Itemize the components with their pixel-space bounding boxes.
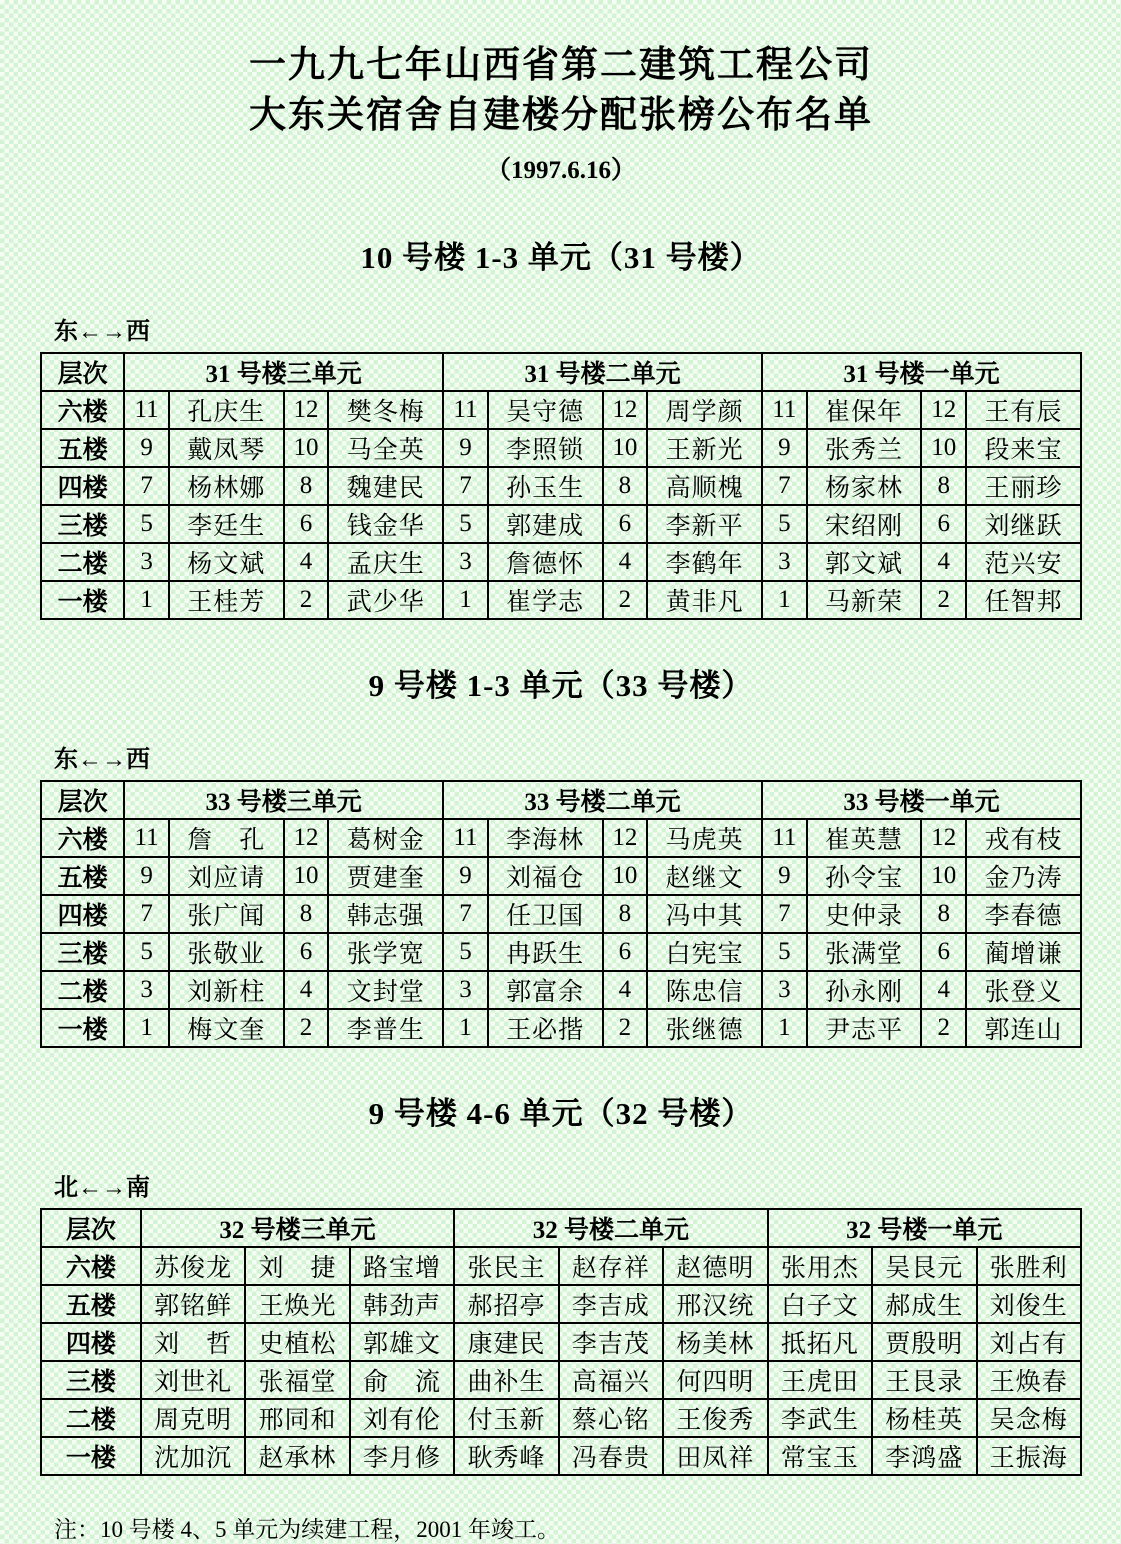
floor-cell: 六楼 xyxy=(41,819,124,857)
name-cell: 刘世礼 xyxy=(141,1361,245,1399)
table-row xyxy=(41,391,1081,429)
room-number-cell: 12 xyxy=(921,819,966,857)
name-cell: 张胜利 xyxy=(977,1247,1082,1285)
name-cell: 沈加沉 xyxy=(141,1437,245,1475)
room-number-cell: 8 xyxy=(921,467,966,505)
name-cell: 耿秀峰 xyxy=(454,1437,558,1475)
unit-column-header: 33 号楼一单元 xyxy=(762,781,1081,819)
room-number-cell: 5 xyxy=(762,933,807,971)
name-cell: 何四明 xyxy=(663,1361,767,1399)
doc-title-line2: 大东关宿舍自建楼分配张榜公布名单 xyxy=(249,94,873,135)
name-cell: 贾建奎 xyxy=(328,857,443,895)
name-cell: 吴艮元 xyxy=(872,1247,976,1285)
room-number-cell: 1 xyxy=(443,581,488,619)
name-cell: 杨家林 xyxy=(807,467,922,505)
name-cell: 郭建成 xyxy=(488,505,603,543)
name-cell: 张福堂 xyxy=(245,1361,349,1399)
room-number-cell: 3 xyxy=(762,971,807,1009)
floor-cell: 六楼 xyxy=(41,391,124,429)
table-row xyxy=(41,819,1081,857)
room-number-cell: 11 xyxy=(762,819,807,857)
name-cell: 任卫国 xyxy=(488,895,603,933)
floor-cell: 三楼 xyxy=(41,1361,141,1399)
name-cell: 路宝增 xyxy=(350,1247,454,1285)
name-cell: 王丽珍 xyxy=(966,467,1081,505)
name-cell: 戴凤琴 xyxy=(169,429,284,467)
room-number-cell: 6 xyxy=(921,933,966,971)
room-number-cell: 6 xyxy=(921,505,966,543)
name-cell: 王振海 xyxy=(977,1437,1082,1475)
room-number-cell: 8 xyxy=(921,895,966,933)
table-row xyxy=(41,971,1081,1009)
name-cell: 付玉新 xyxy=(454,1399,558,1437)
room-number-cell: 11 xyxy=(443,819,488,857)
room-number-cell: 4 xyxy=(921,971,966,1009)
room-number-cell: 9 xyxy=(443,857,488,895)
unit-column-header: 32 号楼三单元 xyxy=(141,1209,454,1247)
room-number-cell: 2 xyxy=(284,1009,329,1047)
floor-cell: 五楼 xyxy=(41,857,124,895)
room-number-cell: 1 xyxy=(124,1009,169,1047)
name-cell: 张用杰 xyxy=(768,1247,872,1285)
floor-column-header: 层次 xyxy=(41,781,124,819)
room-number-cell: 6 xyxy=(284,933,329,971)
footnote: 注：10 号楼 4、5 单元为续建工程，2001 年竣工。 xyxy=(54,1517,560,1542)
name-cell: 张继德 xyxy=(647,1009,762,1047)
name-cell: 赵承林 xyxy=(245,1437,349,1475)
section-heading-32: 9 号楼 4-6 单元（32 号楼） xyxy=(368,1096,754,1131)
section-heading-33: 9 号楼 1-3 单元（33 号楼） xyxy=(368,668,754,703)
floor-cell: 二楼 xyxy=(41,971,124,1009)
name-cell: 李廷生 xyxy=(169,505,284,543)
room-number-cell: 10 xyxy=(284,857,329,895)
table-header-row xyxy=(41,781,1081,819)
floor-cell: 五楼 xyxy=(41,1285,141,1323)
name-cell: 郭连山 xyxy=(966,1009,1081,1047)
name-cell: 王有辰 xyxy=(966,391,1081,429)
room-number-cell: 12 xyxy=(603,391,648,429)
unit-column-header: 31 号楼一单元 xyxy=(762,353,1081,391)
floor-cell: 一楼 xyxy=(41,1009,124,1047)
name-cell: 戎有枝 xyxy=(966,819,1081,857)
name-cell: 周学颜 xyxy=(647,391,762,429)
room-number-cell: 4 xyxy=(284,971,329,1009)
unit-column-header: 31 号楼三单元 xyxy=(124,353,443,391)
name-cell: 李新平 xyxy=(647,505,762,543)
name-cell: 范兴安 xyxy=(966,543,1081,581)
name-cell: 钱金华 xyxy=(328,505,443,543)
room-number-cell: 11 xyxy=(443,391,488,429)
name-cell: 吴念梅 xyxy=(977,1399,1082,1437)
floor-cell: 四楼 xyxy=(41,895,124,933)
name-cell: 抵拓凡 xyxy=(768,1323,872,1361)
name-cell: 冯中其 xyxy=(647,895,762,933)
name-cell: 孙令宝 xyxy=(807,857,922,895)
unit-column-header: 32 号楼一单元 xyxy=(768,1209,1081,1247)
table-row xyxy=(41,1009,1081,1047)
room-number-cell: 1 xyxy=(443,1009,488,1047)
room-number-cell: 12 xyxy=(921,391,966,429)
name-cell: 贾殷明 xyxy=(872,1323,976,1361)
name-cell: 史仲录 xyxy=(807,895,922,933)
allocation-table-32 xyxy=(40,1208,1082,1476)
room-number-cell: 3 xyxy=(443,971,488,1009)
doc-date: （1997.6.16） xyxy=(485,157,636,184)
name-cell: 崔学志 xyxy=(488,581,603,619)
room-number-cell: 11 xyxy=(124,819,169,857)
room-number-cell: 4 xyxy=(284,543,329,581)
room-number-cell: 2 xyxy=(284,581,329,619)
name-cell: 赵继文 xyxy=(647,857,762,895)
floor-cell: 二楼 xyxy=(41,1399,141,1437)
room-number-cell: 6 xyxy=(284,505,329,543)
table-row xyxy=(41,543,1081,581)
room-number-cell: 4 xyxy=(921,543,966,581)
name-cell: 刘应请 xyxy=(169,857,284,895)
name-cell: 张学宽 xyxy=(328,933,443,971)
name-cell: 史植松 xyxy=(245,1323,349,1361)
room-number-cell: 3 xyxy=(443,543,488,581)
room-number-cell: 10 xyxy=(921,429,966,467)
section-heading-31: 10 号楼 1-3 单元（31 号楼） xyxy=(360,240,762,275)
name-cell: 李鸿盛 xyxy=(872,1437,976,1475)
room-number-cell: 9 xyxy=(124,429,169,467)
table-row xyxy=(41,505,1081,543)
name-cell: 康建民 xyxy=(454,1323,558,1361)
name-cell: 郝招亭 xyxy=(454,1285,558,1323)
name-cell: 郭富余 xyxy=(488,971,603,1009)
name-cell: 王焕光 xyxy=(245,1285,349,1323)
room-number-cell: 10 xyxy=(284,429,329,467)
floor-cell: 六楼 xyxy=(41,1247,141,1285)
room-number-cell: 4 xyxy=(603,543,648,581)
name-cell: 郭雄文 xyxy=(350,1323,454,1361)
floor-cell: 五楼 xyxy=(41,429,124,467)
room-number-cell: 7 xyxy=(124,467,169,505)
name-cell: 李普生 xyxy=(328,1009,443,1047)
room-number-cell: 8 xyxy=(603,467,648,505)
room-number-cell: 12 xyxy=(284,819,329,857)
name-cell: 李照锁 xyxy=(488,429,603,467)
floor-cell: 四楼 xyxy=(41,1323,141,1361)
table-row xyxy=(41,1399,1081,1437)
name-cell: 韩劲声 xyxy=(350,1285,454,1323)
name-cell: 马虎英 xyxy=(647,819,762,857)
allocation-table-31 xyxy=(40,352,1082,620)
room-number-cell: 10 xyxy=(603,857,648,895)
section-building-33 xyxy=(40,666,1082,1048)
unit-column-header: 31 号楼二单元 xyxy=(443,353,762,391)
floor-cell: 三楼 xyxy=(41,933,124,971)
table-row xyxy=(41,1437,1081,1475)
name-cell: 文封堂 xyxy=(328,971,443,1009)
name-cell: 武少华 xyxy=(328,581,443,619)
table-row xyxy=(41,581,1081,619)
table-row xyxy=(41,429,1081,467)
name-cell: 梅文奎 xyxy=(169,1009,284,1047)
name-cell: 李月修 xyxy=(350,1437,454,1475)
room-number-cell: 5 xyxy=(124,933,169,971)
room-number-cell: 3 xyxy=(124,971,169,1009)
name-cell: 李春德 xyxy=(966,895,1081,933)
name-cell: 李海林 xyxy=(488,819,603,857)
unit-column-header: 33 号楼二单元 xyxy=(443,781,762,819)
name-cell: 任智邦 xyxy=(966,581,1081,619)
name-cell: 郭铭鲜 xyxy=(141,1285,245,1323)
floor-column-header: 层次 xyxy=(41,353,124,391)
name-cell: 金乃涛 xyxy=(966,857,1081,895)
room-number-cell: 8 xyxy=(284,895,329,933)
name-cell: 孟庆生 xyxy=(328,543,443,581)
room-number-cell: 11 xyxy=(124,391,169,429)
name-cell: 詹德怀 xyxy=(488,543,603,581)
room-number-cell: 12 xyxy=(603,819,648,857)
room-number-cell: 5 xyxy=(124,505,169,543)
direction-label-32: 北←→南 xyxy=(54,1175,150,1201)
name-cell: 陈忠信 xyxy=(647,971,762,1009)
name-cell: 樊冬梅 xyxy=(328,391,443,429)
name-cell: 高顺槐 xyxy=(647,467,762,505)
name-cell: 刘 捷 xyxy=(245,1247,349,1285)
table-row xyxy=(41,933,1081,971)
table-header-row xyxy=(41,1209,1081,1247)
name-cell: 刘福仓 xyxy=(488,857,603,895)
room-number-cell: 2 xyxy=(921,1009,966,1047)
name-cell: 吴守德 xyxy=(488,391,603,429)
name-cell: 田凤祥 xyxy=(663,1437,767,1475)
name-cell: 黄非凡 xyxy=(647,581,762,619)
room-number-cell: 1 xyxy=(762,581,807,619)
direction-label-33: 东←→西 xyxy=(54,747,150,773)
name-cell: 宋绍刚 xyxy=(807,505,922,543)
name-cell: 杨林娜 xyxy=(169,467,284,505)
name-cell: 周克明 xyxy=(141,1399,245,1437)
name-cell: 孔庆生 xyxy=(169,391,284,429)
name-cell: 张秀兰 xyxy=(807,429,922,467)
name-cell: 常宝玉 xyxy=(768,1437,872,1475)
floor-cell: 三楼 xyxy=(41,505,124,543)
name-cell: 郭文斌 xyxy=(807,543,922,581)
name-cell: 赵存祥 xyxy=(559,1247,663,1285)
name-cell: 马全英 xyxy=(328,429,443,467)
name-cell: 王焕春 xyxy=(977,1361,1082,1399)
section-building-31 xyxy=(40,238,1082,620)
room-number-cell: 10 xyxy=(603,429,648,467)
name-cell: 俞 流 xyxy=(350,1361,454,1399)
doc-title-line1: 一九九七年山西省第二建筑工程公司 xyxy=(249,44,873,85)
name-cell: 刘继跃 xyxy=(966,505,1081,543)
name-cell: 张民主 xyxy=(454,1247,558,1285)
name-cell: 尹志平 xyxy=(807,1009,922,1047)
name-cell: 蔺增谦 xyxy=(966,933,1081,971)
name-cell: 王虎田 xyxy=(768,1361,872,1399)
room-number-cell: 9 xyxy=(762,429,807,467)
name-cell: 李吉茂 xyxy=(559,1323,663,1361)
name-cell: 王桂芳 xyxy=(169,581,284,619)
name-cell: 赵德明 xyxy=(663,1247,767,1285)
name-cell: 孙永刚 xyxy=(807,971,922,1009)
name-cell: 张广闻 xyxy=(169,895,284,933)
table-row xyxy=(41,1247,1081,1285)
room-number-cell: 9 xyxy=(124,857,169,895)
name-cell: 王艮录 xyxy=(872,1361,976,1399)
name-cell: 张敬业 xyxy=(169,933,284,971)
name-cell: 白子文 xyxy=(768,1285,872,1323)
room-number-cell: 11 xyxy=(762,391,807,429)
floor-cell: 四楼 xyxy=(41,467,124,505)
name-cell: 王必揩 xyxy=(488,1009,603,1047)
name-cell: 崔保年 xyxy=(807,391,922,429)
room-number-cell: 6 xyxy=(603,505,648,543)
room-number-cell: 7 xyxy=(443,467,488,505)
name-cell: 张满堂 xyxy=(807,933,922,971)
room-number-cell: 2 xyxy=(603,581,648,619)
table-row xyxy=(41,1323,1081,1361)
room-number-cell: 4 xyxy=(603,971,648,1009)
name-cell: 苏俊龙 xyxy=(141,1247,245,1285)
name-cell: 詹 孔 xyxy=(169,819,284,857)
name-cell: 刘 哲 xyxy=(141,1323,245,1361)
table-row xyxy=(41,1285,1081,1323)
name-cell: 郝成生 xyxy=(872,1285,976,1323)
name-cell: 杨文斌 xyxy=(169,543,284,581)
name-cell: 魏建民 xyxy=(328,467,443,505)
table-header-row xyxy=(41,353,1081,391)
name-cell: 孙玉生 xyxy=(488,467,603,505)
name-cell: 邢同和 xyxy=(245,1399,349,1437)
unit-column-header: 33 号楼三单元 xyxy=(124,781,443,819)
name-cell: 刘俊生 xyxy=(977,1285,1082,1323)
room-number-cell: 1 xyxy=(124,581,169,619)
room-number-cell: 1 xyxy=(762,1009,807,1047)
name-cell: 张登义 xyxy=(966,971,1081,1009)
name-cell: 冉跃生 xyxy=(488,933,603,971)
name-cell: 段来宝 xyxy=(966,429,1081,467)
room-number-cell: 12 xyxy=(284,391,329,429)
name-cell: 王俊秀 xyxy=(663,1399,767,1437)
room-number-cell: 8 xyxy=(284,467,329,505)
room-number-cell: 5 xyxy=(762,505,807,543)
allocation-table-33 xyxy=(40,780,1082,1048)
name-cell: 李武生 xyxy=(768,1399,872,1437)
room-number-cell: 2 xyxy=(921,581,966,619)
name-cell: 马新荣 xyxy=(807,581,922,619)
section-building-32 xyxy=(40,1094,1082,1476)
table-row xyxy=(41,857,1081,895)
name-cell: 崔英慧 xyxy=(807,819,922,857)
room-number-cell: 5 xyxy=(443,505,488,543)
room-number-cell: 10 xyxy=(921,857,966,895)
room-number-cell: 8 xyxy=(603,895,648,933)
table-row xyxy=(41,1361,1081,1399)
floor-column-header: 层次 xyxy=(41,1209,141,1247)
name-cell: 韩志强 xyxy=(328,895,443,933)
table-row xyxy=(41,895,1081,933)
room-number-cell: 5 xyxy=(443,933,488,971)
floor-cell: 一楼 xyxy=(41,581,124,619)
name-cell: 曲补生 xyxy=(454,1361,558,1399)
table-row xyxy=(41,467,1081,505)
name-cell: 高福兴 xyxy=(559,1361,663,1399)
room-number-cell: 9 xyxy=(443,429,488,467)
room-number-cell: 7 xyxy=(124,895,169,933)
room-number-cell: 3 xyxy=(124,543,169,581)
name-cell: 冯春贵 xyxy=(559,1437,663,1475)
room-number-cell: 7 xyxy=(762,895,807,933)
room-number-cell: 9 xyxy=(762,857,807,895)
room-number-cell: 7 xyxy=(443,895,488,933)
direction-label-31: 东←→西 xyxy=(54,319,150,345)
name-cell: 白宪宝 xyxy=(647,933,762,971)
name-cell: 刘占有 xyxy=(977,1323,1082,1361)
floor-cell: 二楼 xyxy=(41,543,124,581)
room-number-cell: 6 xyxy=(603,933,648,971)
name-cell: 杨美林 xyxy=(663,1323,767,1361)
name-cell: 王新光 xyxy=(647,429,762,467)
name-cell: 李吉成 xyxy=(559,1285,663,1323)
room-number-cell: 7 xyxy=(762,467,807,505)
room-number-cell: 3 xyxy=(762,543,807,581)
floor-cell: 一楼 xyxy=(41,1437,141,1475)
unit-column-header: 32 号楼二单元 xyxy=(454,1209,767,1247)
name-cell: 李鹤年 xyxy=(647,543,762,581)
name-cell: 刘有伦 xyxy=(350,1399,454,1437)
name-cell: 蔡心铭 xyxy=(559,1399,663,1437)
room-number-cell: 2 xyxy=(603,1009,648,1047)
name-cell: 邢汉统 xyxy=(663,1285,767,1323)
name-cell: 杨桂英 xyxy=(872,1399,976,1437)
name-cell: 刘新柱 xyxy=(169,971,284,1009)
name-cell: 葛树金 xyxy=(328,819,443,857)
